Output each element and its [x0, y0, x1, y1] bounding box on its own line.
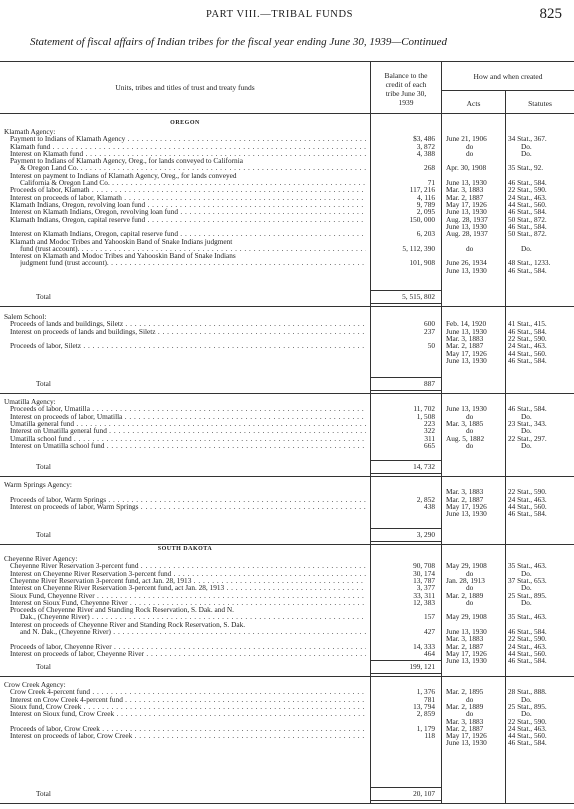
fund-title: Interest on Klamath and Modoc Tribes and Yahooskin Band of Snake Indians — [10, 252, 236, 261]
balance-amount: 311 — [424, 433, 435, 443]
statute-citation: 24 Stat., 463. — [508, 494, 547, 504]
total-underline — [371, 473, 441, 474]
fund-title: Interest on Klamath fund . . . — [10, 150, 366, 158]
statute-citation: 24 Stat., 463. — [508, 641, 547, 651]
total-label: Total — [36, 662, 51, 671]
fund-title: Sioux fund, Crow Creek . . . — [10, 703, 366, 711]
balance-amount: 157 — [424, 612, 435, 622]
total-amount: 14, 732 — [413, 462, 435, 471]
statute-citation: 22 Stat., 590. — [508, 487, 547, 497]
fund-title: Interest on Klamath Indians, Oregon, revolving loan fund . . . — [10, 208, 366, 216]
total-underline — [371, 390, 441, 391]
fund-title: Proceeds of Cheyenne River and Standing Rock Reservation, S. Dak. and N. — [10, 606, 234, 615]
fund-title: Cheyenne River Reservation 3-percent fund . . . — [10, 562, 366, 570]
fund-title: Proceeds of labor, Crow Creek . . . — [10, 725, 366, 733]
balance-amount: 2, 095 — [416, 207, 435, 217]
fund-title: Proceeds of labor, Umatilla . . . — [10, 405, 366, 413]
agency-heading: Salem School: — [4, 313, 47, 321]
act-date: Mar. 2, 1887 — [446, 641, 484, 651]
balance-amount: 13, 787 — [413, 575, 435, 585]
units-column-header: Units, tribes and titles of trust and treaty funds — [115, 83, 255, 92]
total-label: Total — [36, 379, 51, 388]
statute-citation: 44 Stat., 560. — [508, 200, 547, 209]
statute-citation: Do. — [521, 411, 532, 421]
statute-citation: 35 Stat., 463. — [508, 612, 547, 622]
balance-amount: 438 — [424, 501, 435, 511]
column-rule — [370, 61, 371, 803]
act-date: June 13, 1930 — [446, 656, 487, 666]
section-rule — [0, 803, 574, 804]
balance-amount: 4, 388 — [416, 148, 435, 158]
statute-citation: 50 Stat., 872. — [508, 214, 547, 224]
fund-title: Crow Creek 4-percent fund . . . — [10, 688, 366, 696]
statute-citation: Do. — [521, 148, 532, 158]
fund-title-continued: & Oregon Land Co. . . . — [20, 164, 366, 172]
fund-title-continued: California & Oregon Land Co. . . . — [20, 179, 366, 187]
fund-title: Proceeds of labor, Warm Springs . . . — [10, 496, 366, 504]
statute-citation: Do. — [521, 709, 532, 719]
fund-title: Interest on Sioux Fund, Cheyenne River . . . — [10, 599, 366, 607]
fund-title-continued: fund (trust account). . . . — [20, 245, 366, 253]
fund-title: Interest on proceeds of labor, Klamath . . . — [10, 194, 366, 202]
statute-citation: 24 Stat., 463. — [508, 341, 547, 351]
fund-title: Interest on proceeds of labor, Cheyenne River . . . — [10, 650, 366, 658]
act-date: June 26, 1934 — [446, 258, 487, 268]
act-date: June 13, 1930 — [446, 509, 487, 519]
statute-citation: 44 Stat., 560. — [508, 501, 547, 511]
fund-title: Proceeds of labor, Klamath . . . — [10, 186, 366, 194]
balance-amount: 322 — [424, 426, 435, 436]
total-rule — [371, 528, 441, 529]
statutes-column-header: Statutes — [528, 99, 552, 108]
fund-title: Interest on proceeds of labor, Crow Creek . . . — [10, 732, 366, 740]
fund-title: Interest on Umatilla school fund . . . — [10, 442, 366, 450]
fund-title: Klamath Indians, Oregon, revolving loan fund . . . — [10, 201, 366, 209]
fund-title: Umatilla school fund . . . — [10, 435, 366, 443]
act-date: do — [466, 709, 474, 719]
balance-amount: 6, 203 — [416, 229, 435, 239]
act-date: Mar. 3, 1883 — [446, 333, 484, 343]
total-rule — [371, 290, 441, 291]
act-date: May 29, 1908 — [446, 561, 487, 571]
total-underline — [371, 541, 441, 542]
balance-amount: 30, 174 — [413, 568, 435, 578]
act-date: May 17, 1926 — [446, 648, 487, 658]
balance-amount: 464 — [424, 648, 435, 658]
balance-amount: 1, 508 — [416, 411, 435, 421]
balance-amount: 223 — [424, 418, 435, 428]
fund-title: Interest on Sioux fund, Crow Creek . . . — [10, 710, 366, 718]
how-created-header: How and when created — [473, 72, 543, 81]
act-date: do — [466, 426, 474, 436]
act-date: do — [466, 141, 474, 151]
section-rule — [0, 306, 574, 307]
act-date: June 13, 1930 — [446, 404, 487, 414]
act-date: Aug. 28, 1937 — [446, 229, 488, 239]
statute-citation: 22 Stat., 590. — [508, 634, 547, 644]
agency-heading: Klamath Agency: — [4, 128, 56, 136]
total-rule — [371, 460, 441, 461]
statute-citation: Do. — [521, 694, 532, 704]
act-date: Mar. 3, 1883 — [446, 634, 484, 644]
part-title: PART VIII.—TRIBAL FUNDS — [206, 9, 354, 20]
total-underline — [371, 673, 441, 674]
act-date: June 13, 1930 — [446, 221, 487, 231]
total-rule — [371, 377, 441, 378]
fund-title: Payment to Indians of Klamath Agency, Oreg., for lands conveyed to California — [10, 157, 243, 166]
statute-citation: 46 Stat., 584. — [508, 404, 547, 414]
act-date: June 13, 1930 — [446, 626, 487, 636]
act-date: May 29, 1908 — [446, 612, 487, 622]
act-date: Mar. 2, 1887 — [446, 494, 484, 504]
section-heading-oregon: OREGON — [170, 120, 200, 126]
section-rule — [0, 476, 574, 477]
act-date: do — [466, 411, 474, 421]
balance-amount: 13, 794 — [413, 701, 435, 711]
balance-amount: 1, 179 — [416, 723, 435, 733]
total-amount: 887 — [424, 379, 435, 388]
statute-citation: Do. — [521, 568, 532, 578]
acts-column-header: Acts — [466, 99, 481, 108]
balance-amount: 3, 377 — [416, 583, 435, 593]
act-date: Mar. 3, 1883 — [446, 716, 484, 726]
total-label: Total — [36, 530, 51, 539]
act-date: Apr. 30, 1908 — [446, 163, 487, 173]
act-date: June 13, 1930 — [446, 207, 487, 217]
total-label: Total — [36, 789, 51, 798]
balance-amount: 50 — [427, 341, 435, 351]
statute-citation: 34 Stat., 367. — [508, 134, 547, 144]
act-date: May 17, 1926 — [446, 200, 487, 209]
statute-citation: 46 Stat., 584. — [508, 207, 547, 217]
act-date: June 13, 1930 — [446, 178, 487, 188]
section-rule — [0, 676, 574, 677]
balance-amount: 2, 859 — [416, 709, 435, 719]
act-date: Mar. 2, 1887 — [446, 192, 484, 202]
act-date: Mar. 2, 1887 — [446, 723, 484, 733]
fund-title: Cheyenne River Reservation 3-percent fund, act Jan. 28, 1913 . . . — [10, 577, 366, 585]
act-date: do — [466, 148, 474, 158]
fund-title: Interest on Cheyenne River Reservation 3-percent fund, act Jan. 28, 1913 . . . — [10, 584, 366, 592]
fund-title: Interest on proceeds of lands and buildings, Siletz . . . — [10, 328, 366, 336]
act-date: do — [466, 694, 474, 704]
statute-citation: 46 Stat., 584. — [508, 221, 547, 231]
column-rule — [505, 90, 506, 803]
agency-heading: Crow Creek Agency: — [4, 681, 66, 689]
act-date: June 13, 1930 — [446, 355, 487, 365]
act-date: do — [466, 243, 474, 253]
statute-citation: Do. — [521, 440, 532, 450]
statute-citation: 37 Stat., 653. — [508, 575, 547, 585]
statute-citation: Do. — [521, 597, 532, 607]
balance-amount: 9, 789 — [416, 200, 435, 209]
table-caption: Statement of fiscal affairs of Indian tribes for the fiscal year ending June 30, 1939—Continued — [30, 36, 448, 48]
statute-citation: 46 Stat., 584. — [508, 509, 547, 519]
header-bottom-rule — [0, 113, 574, 114]
act-date: Mar. 3, 1885 — [446, 418, 484, 428]
agency-heading: Cheyenne River Agency: — [4, 555, 78, 563]
fund-title-continued: and N. Dak., (Cheyenne River) . . . — [20, 628, 366, 636]
table-top-rule — [0, 61, 574, 62]
statute-citation: 46 Stat., 584. — [508, 656, 547, 666]
balance-amount: 101, 908 — [409, 258, 435, 268]
statute-citation: Do. — [521, 141, 532, 151]
fund-title: Interest on Crow Creek 4-percent fund . . . — [10, 696, 366, 704]
statute-citation: 50 Stat., 872. — [508, 229, 547, 239]
section-rule — [0, 544, 574, 545]
balance-column-header: Balance to the credit of each tribe June 30, 1939 — [384, 71, 428, 107]
statute-citation: 46 Stat., 584. — [508, 355, 547, 365]
statute-citation: 44 Stat., 560. — [508, 648, 547, 658]
fund-title: Proceeds of labor, Siletz . . . — [10, 342, 366, 350]
statute-citation: 28 Stat., 888. — [508, 687, 547, 697]
fund-title: Proceeds of lands and buildings, Siletz . . . — [10, 320, 366, 328]
statute-citation: 22 Stat., 297. — [508, 433, 547, 443]
statute-citation: 25 Stat., 895. — [508, 590, 547, 600]
act-date: do — [466, 568, 474, 578]
fund-title: Interest on Umatilla general fund . . . — [10, 427, 366, 435]
running-header — [0, 6, 574, 26]
act-date: May 17, 1926 — [446, 501, 487, 511]
act-date: Mar. 2, 1887 — [446, 341, 484, 351]
balance-amount: 90, 708 — [413, 561, 435, 571]
balance-amount: 33, 311 — [413, 590, 435, 600]
total-amount: 199, 121 — [409, 662, 435, 671]
total-rule — [371, 660, 441, 661]
balance-amount: 1, 376 — [416, 687, 435, 697]
statute-citation: 41 Stat., 415. — [508, 319, 547, 329]
act-date: Aug. 5, 1882 — [446, 433, 485, 443]
fund-title: Interest on proceeds of Cheyenne River and Standing Rock Reservation, S. Dak. — [10, 620, 246, 629]
fund-title-continued: Dak., (Cheyenne River) . . . — [20, 613, 366, 621]
balance-amount: 14, 333 — [413, 641, 435, 651]
fund-title: Interest on proceeds of labor, Warm Springs . . . — [10, 503, 366, 511]
section-heading-south-dakota: SOUTH DAKOTA — [157, 546, 213, 552]
act-date: Feb. 14, 1920 — [446, 319, 487, 329]
statute-citation: 44 Stat., 560. — [508, 348, 547, 358]
act-date: Mar. 3, 1883 — [446, 185, 484, 195]
act-date: Aug. 28, 1937 — [446, 214, 488, 224]
total-underline — [371, 800, 441, 801]
balance-amount: 118 — [424, 731, 435, 741]
balance-amount: 2, 852 — [416, 494, 435, 504]
balance-amount: 71 — [427, 178, 435, 188]
statute-citation: 24 Stat., 463. — [508, 192, 547, 202]
statute-citation: 23 Stat., 343. — [508, 418, 547, 428]
act-date: do — [466, 583, 474, 593]
fund-title: Interest on Cheyenne River Reservation 3-percent fund . . . — [10, 570, 366, 578]
act-date: Jan. 28, 1913 — [446, 575, 485, 585]
statute-citation: 35 Stat., 463. — [508, 561, 547, 571]
balance-amount: 665 — [424, 440, 435, 450]
statute-citation: Do. — [521, 583, 532, 593]
statute-citation: 25 Stat., 895. — [508, 701, 547, 711]
balance-amount: 4, 116 — [417, 192, 435, 202]
act-date: May 17, 1926 — [446, 731, 487, 741]
act-date: do — [466, 440, 474, 450]
fund-title: Payment to Indians of Klamath Agency . . . — [10, 135, 366, 143]
total-amount: 3, 290 — [416, 530, 435, 539]
fund-title: Proceeds of labor, Cheyenne River . . . — [10, 643, 366, 651]
fund-title: Sioux Fund, Cheyenne River . . . — [10, 592, 366, 600]
act-date: June 13, 1930 — [446, 265, 487, 275]
fund-title: Klamath fund . . . — [10, 143, 366, 151]
balance-amount: 12, 383 — [413, 597, 435, 607]
total-rule — [371, 787, 441, 788]
statute-citation: 44 Stat., 560. — [508, 731, 547, 741]
statute-citation: 46 Stat., 584. — [508, 626, 547, 636]
balance-amount: 237 — [424, 326, 435, 336]
act-date: do — [466, 597, 474, 607]
act-date: Mar. 2, 1895 — [446, 687, 484, 697]
balance-amount: 3, 872 — [416, 141, 435, 151]
balance-amount: 600 — [424, 319, 435, 329]
balance-amount: 150, 000 — [409, 214, 435, 224]
agency-heading: Warm Springs Agency: — [4, 481, 72, 489]
fund-title: Klamath Indians, Oregon, capital reserve fund . . . — [10, 216, 366, 224]
balance-amount: 5, 112, 390 — [402, 243, 435, 253]
act-date: June 13, 1930 — [446, 738, 487, 748]
act-date: May 17, 1926 — [446, 348, 487, 358]
act-date: Mar. 2, 1889 — [446, 701, 484, 711]
statute-citation: 22 Stat., 590. — [508, 185, 547, 195]
fund-title: Interest on payment to Indians of Klamath Agency, Oreg., for lands conveyed — [10, 171, 237, 180]
act-date: June 21, 1906 — [446, 134, 487, 144]
total-amount: 20, 107 — [413, 789, 435, 798]
statute-citation: 46 Stat., 584. — [508, 738, 547, 748]
act-date: Mar. 3, 1883 — [446, 487, 484, 497]
statute-citation: 46 Stat., 584. — [508, 178, 547, 188]
agency-heading: Umatilla Agency: — [4, 398, 56, 406]
statute-citation: 22 Stat., 590. — [508, 333, 547, 343]
balance-amount: 781 — [424, 694, 435, 704]
fund-title: Interest on proceeds of labor, Umatilla . . . — [10, 413, 366, 421]
fund-title: Klamath and Modoc Tribes and Yahooskin Band of Snake Indians judgment — [10, 237, 233, 246]
fund-title: Umatilla general fund . . . — [10, 420, 366, 428]
how-created-rule — [441, 90, 574, 91]
balance-amount: 11, 702 — [413, 404, 435, 414]
act-date: Mar. 2, 1889 — [446, 590, 484, 600]
act-date: June 13, 1930 — [446, 326, 487, 336]
balance-amount: $3, 486 — [413, 134, 435, 144]
balance-amount: 268 — [424, 163, 435, 173]
section-rule — [0, 393, 574, 394]
statute-citation: 46 Stat., 584. — [508, 265, 547, 275]
statute-citation: 22 Stat., 590. — [508, 716, 547, 726]
total-underline — [371, 303, 441, 304]
fund-title: Interest on Klamath Indians, Oregon, capital reserve fund . . . — [10, 230, 366, 238]
total-amount: 5, 515, 802 — [402, 292, 435, 301]
column-rule — [441, 61, 442, 803]
page-number: 825 — [539, 6, 562, 22]
statute-citation: Do. — [521, 426, 532, 436]
statute-citation: 48 Stat., 1233. — [508, 258, 551, 268]
statute-citation: 24 Stat., 463. — [508, 723, 547, 733]
statute-citation: 35 Stat., 92. — [508, 163, 544, 173]
statute-citation: 46 Stat., 584. — [508, 326, 547, 336]
total-label: Total — [36, 462, 51, 471]
fund-title-continued: judgment fund (trust account). . . . — [20, 259, 366, 267]
total-label: Total — [36, 292, 51, 301]
balance-amount: 117, 216 — [409, 185, 435, 195]
statute-citation: Do. — [521, 243, 532, 253]
balance-amount: 427 — [424, 626, 435, 636]
